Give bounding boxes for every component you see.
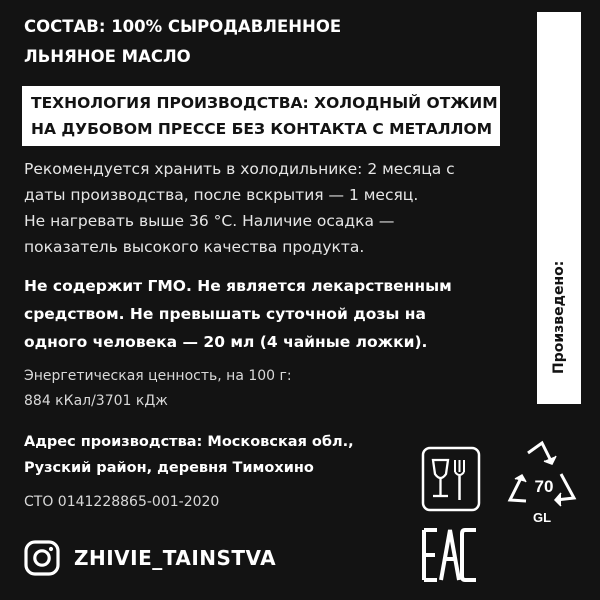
composition-block [24,12,341,72]
storage-line-3: Не нагревать выше 36 °С. Наличие осадка — [24,212,395,230]
energy-value-block [24,364,292,414]
storage-instructions [24,156,455,260]
address-line-2: Рузский район, деревня Тимохино [24,460,314,476]
food-contact-icon [421,446,481,512]
produced-label: Произведено: [551,260,567,374]
warning-line-3: одного человека — 20 мл (4 чайные ложки). [24,333,428,351]
standard-code: СТО 0141228865-001-2020 [24,494,220,510]
technology-line-2: НА ДУБОВОМ ПРЕССЕ БЕЗ КОНТАКТА С МЕТАЛЛОМ [31,120,493,138]
social-handle-label: ZHIVIE_TAINSTVA [74,546,277,570]
storage-line-4: показатель высокого качества продукта. [24,238,365,256]
produced-date-box [537,12,581,404]
warning-line-1: Не содержит ГМО. Не является лекарственным [24,277,452,295]
energy-line-2: 884 кКал/3701 кДж [24,393,168,409]
recycle-code: GL [532,510,552,524]
recycle-number: 70 [534,477,554,496]
composition-line-1: СОСТАВ: 100% СЫРОДАВЛЕННОЕ [24,17,342,36]
warning-line-2: средством. Не превышать суточной дозы на [24,305,426,323]
storage-line-2: даты производства, после вскрытия — 1 месяц. [24,186,419,204]
energy-line-1: Энергетическая ценность, на 100 г: [24,368,292,384]
address-block [24,429,354,481]
instagram-icon [24,540,60,576]
eac-mark [421,526,479,584]
recycle-icon [504,440,580,524]
technology-box [22,86,500,146]
address-line-1: Адрес производства: Московская обл., [24,434,354,450]
technology-line-1: ТЕХНОЛОГИЯ ПРОИЗВОДСТВА: ХОЛОДНЫЙ ОТЖИМ [31,94,498,112]
storage-line-1: Рекомендуется хранить в холодильнике: 2 месяца с [24,160,455,178]
warning-block [24,272,452,356]
composition-line-2: ЛЬНЯНОЕ МАСЛО [24,47,191,66]
